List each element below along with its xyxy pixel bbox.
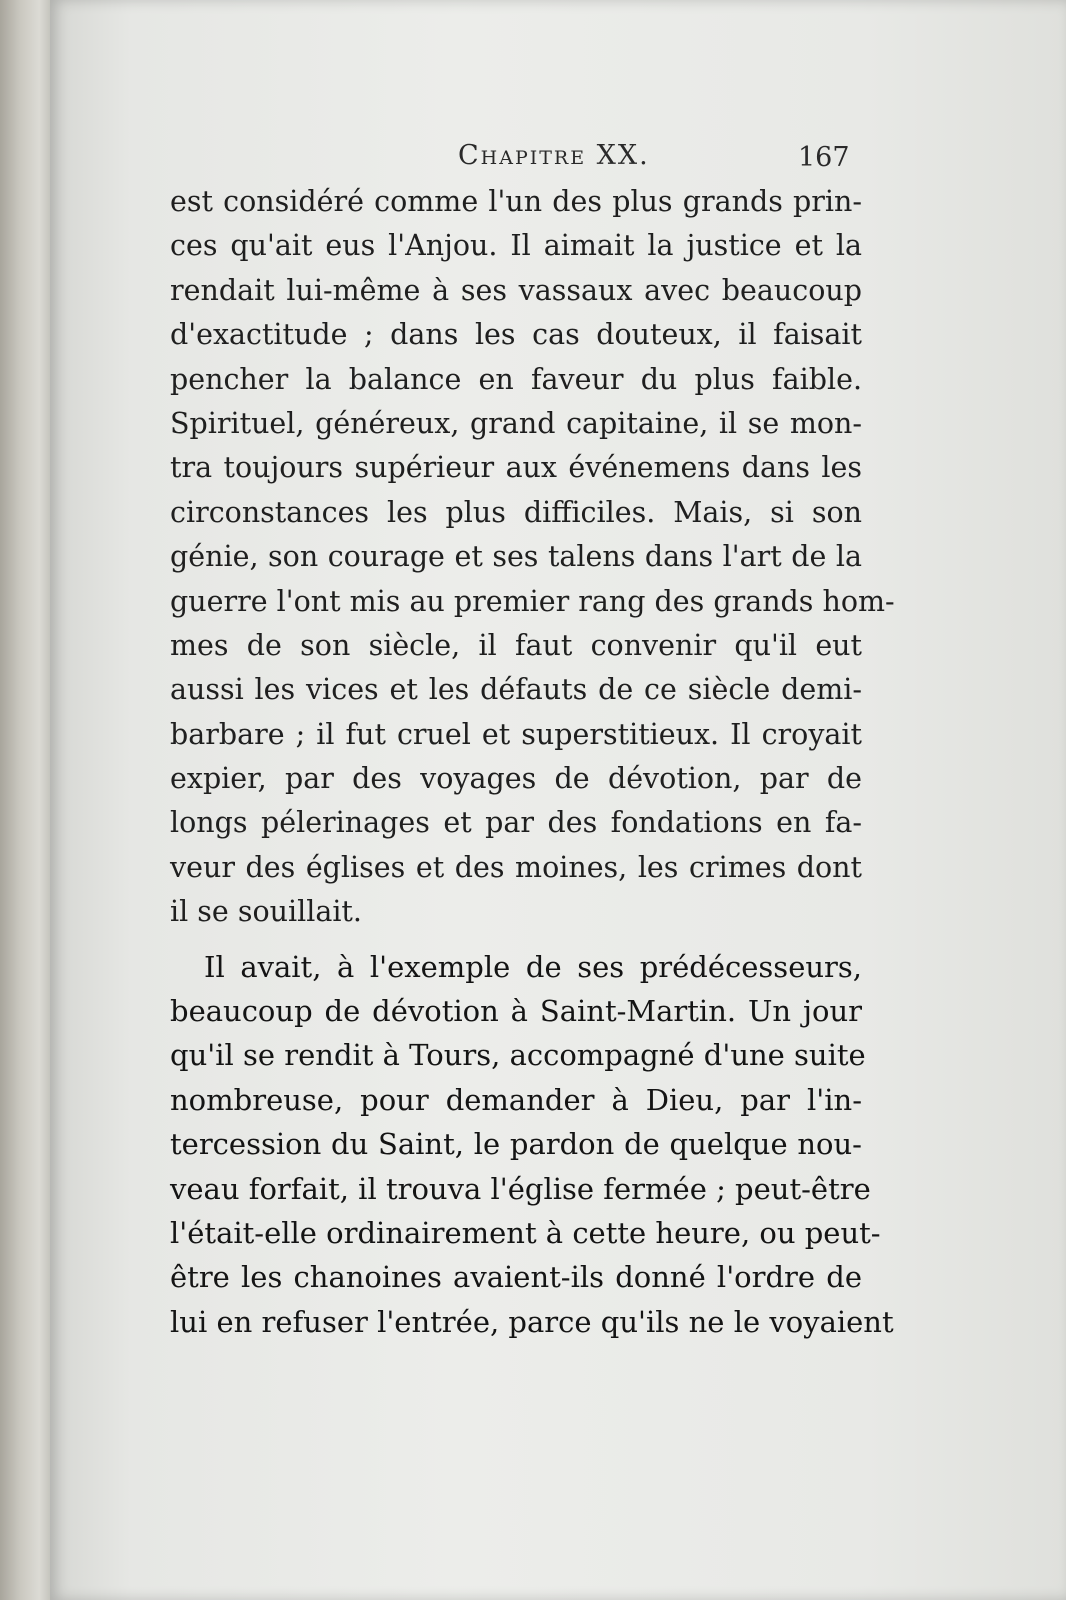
paragraph: [170, 945, 894, 1345]
text-line: nombreuse, pour demander à Dieu, par l'in-: [170, 1082, 862, 1117]
body-text: [170, 180, 895, 1344]
text-line: tra toujours supérieur aux événemens dans les: [170, 451, 862, 485]
text-line: guerre l'ont mis au premier rang des grands hom-: [170, 584, 895, 618]
text-line: Il avait, à l'exemple de ses prédécesseurs,: [204, 949, 862, 984]
text-line: pencher la balance en faveur du plus faible.: [170, 362, 862, 396]
running-title: Chapitre XX.: [458, 140, 650, 171]
text-line: lui en refuser l'entrée, parce qu'ils ne le voyaient: [170, 1304, 894, 1339]
text-line: rendait lui-même à ses vassaux avec beaucoup: [170, 273, 862, 307]
text-line: ces qu'ait eus l'Anjou. Il aimait la justice et la: [170, 229, 862, 263]
paragraph: [170, 180, 895, 935]
text-line: génie, son courage et ses talens dans l'art de la: [170, 540, 862, 574]
text-line: qu'il se rendit à Tours, accompagné d'une suite: [170, 1038, 866, 1073]
text-line: veur des églises et des moines, les crimes dont: [170, 850, 862, 884]
page-number: 167: [798, 142, 850, 173]
text-line: aussi les vices et les défauts de ce siècle demi-: [170, 673, 862, 707]
text-line: être les chanoines avaient-ils donné l'ordre de: [170, 1260, 862, 1295]
book-page: [50, 0, 1066, 1600]
text-line: veau forfait, il trouva l'église fermée ; peut-être: [170, 1171, 871, 1206]
text-line: l'était-elle ordinairement à cette heure, ou peut-: [170, 1215, 881, 1250]
text-line: est considéré comme l'un des plus grands prin-: [170, 185, 862, 218]
text-line: beaucoup de dévotion à Saint-Martin. Un jour: [170, 994, 862, 1029]
text-line: circonstances les plus difficiles. Mais, si son: [170, 495, 862, 529]
text-line: tercession du Saint, le pardon de quelque nou-: [170, 1127, 862, 1162]
text-line: Spirituel, généreux, grand capitaine, il se mon-: [170, 406, 862, 440]
text-line: longs pélerinages et par des fondations en fa-: [170, 806, 862, 840]
text-line: il se souillait.: [170, 895, 362, 929]
text-line: mes de son siècle, il faut convenir qu'il eut: [170, 628, 862, 662]
text-line: barbare ; il fut cruel et superstitieux. Il croyait: [170, 717, 862, 751]
text-line: d'exactitude ; dans les cas douteux, il faisait: [170, 318, 862, 352]
page-header: [50, 140, 1066, 180]
text-line: expier, par des voyages de dévotion, par de: [170, 762, 862, 796]
book-gutter: [0, 0, 56, 1600]
